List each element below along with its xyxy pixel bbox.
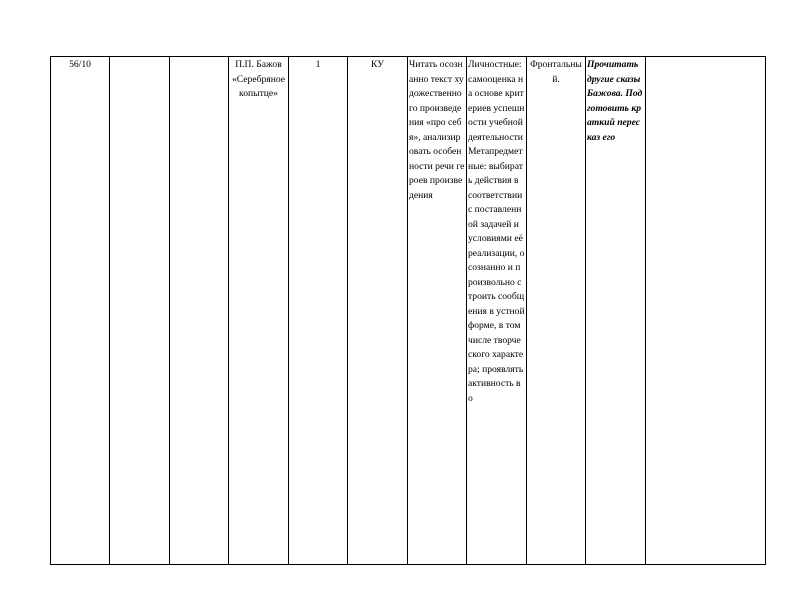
homework-cell: Прочитать другие сказы Бажова. Подготовить краткий пересказ его [586, 57, 646, 565]
uud-cell: Личностные: самооценка на основе критериев успешности учебной деятельности Метапредметные: выбирать действия в соответствии с поставленной задачей и условиями её реализации, осознанно и произвольно строить сообщения в устной форме, в том числе творческого характера; проявлять активность во [467, 57, 527, 565]
lesson-number-cell: 56/10 [51, 57, 110, 565]
content-cell: Читать осознанно текст художественного произведения «про себя», анализировать особенности речи героев произведения [408, 57, 467, 565]
control-form-cell: Фронтальный. [527, 57, 586, 565]
lesson-plan-table [50, 56, 766, 565]
hours-cell: 1 [289, 57, 348, 565]
empty-cell-3 [170, 57, 229, 565]
table-row [51, 57, 766, 565]
lesson-topic-cell: П.П. Бажов «Серебряное копытце» [229, 57, 289, 565]
empty-cell-11 [646, 57, 766, 565]
empty-cell-2 [110, 57, 170, 565]
lesson-type-cell: КУ [348, 57, 408, 565]
